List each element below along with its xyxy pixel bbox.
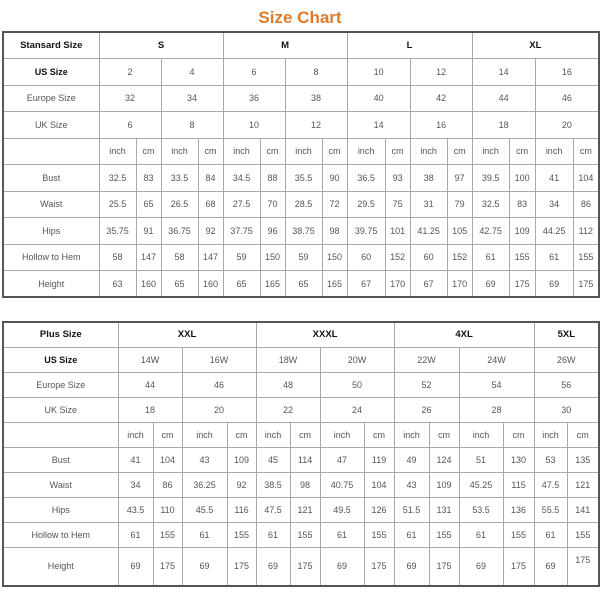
measure-row-height [3,271,599,298]
measure-value: 47 [320,447,364,472]
measure-value: 61 [534,522,567,547]
measure-value: 152 [447,244,472,271]
measure-value: 58 [161,244,198,271]
measure-value: 36.5 [347,165,385,192]
size-group-4xl: 4XL [394,322,534,347]
measure-row-hips [3,497,599,522]
size-cell: 14W [118,347,182,372]
unit-inch: inch [161,138,198,165]
size-cell: 22W [394,347,459,372]
measure-value: 155 [227,522,256,547]
size-cell: 12 [285,112,347,139]
measure-value: 45 [256,447,290,472]
size-cell: 18 [118,397,182,422]
measure-value: 175 [290,547,320,586]
measure-value: 105 [447,218,472,245]
measure-value: 41 [118,447,153,472]
measure-value: 175 [364,547,394,586]
size-cell: 28 [459,397,534,422]
measure-value: 98 [290,472,320,497]
unit-cm: cm [503,422,534,447]
measure-row-bust [3,447,599,472]
measure-value: 97 [447,165,472,192]
measure-value: 100 [509,165,535,192]
measure-value: 96 [260,218,285,245]
measure-value: 47.5 [534,472,567,497]
size-group-row [3,32,599,59]
size-cell: 40 [347,85,410,112]
measure-label: Hollow to Hem [3,522,118,547]
measure-value: 155 [429,522,459,547]
plus-size-table [2,321,600,587]
measure-value: 124 [429,447,459,472]
size-cell: 46 [535,85,599,112]
size-group-m: M [223,32,347,59]
measure-label: Hollow to Hem [3,244,99,271]
size-cell: 24 [320,397,394,422]
measure-value: 65 [136,191,161,218]
measure-value: 61 [394,522,429,547]
measure-value: 115 [503,472,534,497]
measure-value: 69 [118,547,153,586]
measure-value: 104 [153,447,182,472]
measure-value: 38.75 [285,218,322,245]
measure-value: 26.5 [161,191,198,218]
measure-value: 88 [260,165,285,192]
measure-value: 130 [503,447,534,472]
unit-inch: inch [320,422,364,447]
unit-inch: inch [459,422,503,447]
measure-value: 29.5 [347,191,385,218]
measure-value: 43 [182,447,227,472]
measure-value: 41 [535,165,573,192]
measure-value: 170 [447,271,472,298]
measure-value: 93 [385,165,410,192]
measure-value: 49 [394,447,429,472]
measure-value: 61 [472,244,509,271]
measure-value: 175 [509,271,535,298]
measure-value: 60 [410,244,447,271]
unit-inch: inch [223,138,260,165]
measure-value: 175 [153,547,182,586]
size-cell: 24W [459,347,534,372]
measure-value: 109 [227,447,256,472]
measure-value: 61 [535,244,573,271]
measure-value: 67 [410,271,447,298]
size-cell: 36 [223,85,285,112]
measure-value: 47.5 [256,497,290,522]
measure-value: 141 [567,497,599,522]
unit-cm: cm [573,138,599,165]
table-header-label: Plus Size [3,322,118,347]
measure-value: 38.5 [256,472,290,497]
unit-cm: cm [322,138,347,165]
measure-value: 160 [198,271,223,298]
page-title: Size Chart [258,8,342,27]
measure-value: 126 [364,497,394,522]
us-size-row-label: US Size [3,59,99,86]
size-cell: 30 [534,397,599,422]
measure-value: 60 [347,244,385,271]
size-group-xxxl: XXXL [256,322,394,347]
measure-value: 92 [198,218,223,245]
measure-value: 152 [385,244,410,271]
measure-value: 69 [394,547,429,586]
measure-value: 28.5 [285,191,322,218]
measure-value: 40.75 [320,472,364,497]
measure-value: 34 [535,191,573,218]
measure-value: 68 [198,191,223,218]
size-cell: 16W [182,347,256,372]
unit-inch: inch [256,422,290,447]
measure-value: 34.5 [223,165,260,192]
measure-value: 69 [256,547,290,586]
measure-value: 165 [260,271,285,298]
uk-size-row-label: UK Size [3,397,118,422]
measure-value: 31 [410,191,447,218]
measure-value: 112 [573,218,599,245]
measure-value: 104 [364,472,394,497]
measure-value: 45.5 [182,497,227,522]
measure-value: 36.75 [161,218,198,245]
measure-value: 39.5 [472,165,509,192]
measure-value: 150 [322,244,347,271]
measure-value: 25.5 [99,191,136,218]
measure-value: 69 [320,547,364,586]
size-cell: 44 [118,372,182,397]
measure-value: 65 [285,271,322,298]
measure-value: 36.25 [182,472,227,497]
measure-label: Waist [3,472,118,497]
measure-value: 91 [136,218,161,245]
measure-value [567,547,599,586]
unit-cm: cm [198,138,223,165]
europe-size-row [3,85,599,112]
measure-value: 101 [385,218,410,245]
size-cell: 16 [535,59,599,86]
unit-cm: cm [567,422,599,447]
size-group-row [3,322,599,347]
measure-value: 65 [223,271,260,298]
measure-value: 51.5 [394,497,429,522]
measure-value: 63 [99,271,136,298]
measure-value: 83 [509,191,535,218]
measure-value: 155 [364,522,394,547]
unit-inch: inch [182,422,227,447]
measure-value: 55.5 [534,497,567,522]
size-cell: 10 [347,59,410,86]
size-cell: 20 [535,112,599,139]
measure-value: 175 [429,547,459,586]
measure-value: 69 [535,271,573,298]
measure-label: Bust [3,165,99,192]
measure-value: 114 [290,447,320,472]
size-cell: 2 [99,59,161,86]
us-size-row-label: US Size [3,347,118,372]
measure-value: 43 [394,472,429,497]
measure-value: 61 [320,522,364,547]
measure-value: 61 [182,522,227,547]
measure-value: 92 [227,472,256,497]
measure-value: 34 [118,472,153,497]
unit-inch: inch [534,422,567,447]
measure-value: 67 [347,271,385,298]
measure-value: 49.5 [320,497,364,522]
measure-row-hollow-to-hem [3,522,599,547]
uk-size-row [3,397,599,422]
measure-value: 155 [503,522,534,547]
measure-row-hips [3,218,599,245]
measure-value: 86 [573,191,599,218]
size-cell: 10 [223,112,285,139]
size-cell: 48 [256,372,320,397]
unit-inch: inch [285,138,322,165]
measure-value: 59 [285,244,322,271]
size-cell: 50 [320,372,394,397]
unit-inch: inch [347,138,385,165]
table-header-label: Stansard Size [3,32,99,59]
measure-value: 110 [153,497,182,522]
unit-row [3,138,599,165]
measure-value: 119 [364,447,394,472]
measure-value: 84 [198,165,223,192]
standard-size-table [2,31,600,298]
unit-row-blank [3,422,118,447]
unit-cm: cm [227,422,256,447]
measure-value: 43.5 [118,497,153,522]
measure-value-text: 175 [575,555,591,566]
measure-value: 53 [534,447,567,472]
measure-value: 70 [260,191,285,218]
measure-value: 27.5 [223,191,260,218]
measure-label: Height [3,547,118,586]
measure-value: 104 [573,165,599,192]
measure-value: 69 [182,547,227,586]
measure-value: 109 [429,472,459,497]
measure-label: Bust [3,447,118,472]
measure-value: 79 [447,191,472,218]
measure-value: 61 [118,522,153,547]
unit-cm: cm [290,422,320,447]
unit-row-blank [3,138,99,165]
size-cell: 6 [99,112,161,139]
measure-value: 175 [573,271,599,298]
measure-value: 42.75 [472,218,509,245]
measure-value: 170 [385,271,410,298]
size-cell: 14 [472,59,535,86]
size-cell: 20 [182,397,256,422]
measure-label: Hips [3,218,99,245]
measure-value: 65 [161,271,198,298]
measure-value: 58 [99,244,136,271]
measure-value: 61 [256,522,290,547]
unit-cm: cm [260,138,285,165]
measure-value: 72 [322,191,347,218]
size-cell: 14 [347,112,410,139]
measure-value: 69 [472,271,509,298]
us-size-row [3,59,599,86]
unit-cm: cm [509,138,535,165]
size-group-xl: XL [472,32,599,59]
measure-label: Waist [3,191,99,218]
measure-value: 98 [322,218,347,245]
measure-value: 155 [567,522,599,547]
unit-inch: inch [99,138,136,165]
measure-value: 136 [503,497,534,522]
size-cell: 56 [534,372,599,397]
uk-size-row [3,112,599,139]
measure-value: 175 [503,547,534,586]
measure-value: 155 [290,522,320,547]
measure-value: 39.75 [347,218,385,245]
unit-inch: inch [394,422,429,447]
europe-size-row-label: Europe Size [3,372,118,397]
measure-value: 90 [322,165,347,192]
measure-value: 69 [534,547,567,586]
size-cell: 16 [410,112,472,139]
size-cell: 22 [256,397,320,422]
size-cell: 34 [161,85,223,112]
measure-label: Hips [3,497,118,522]
size-cell: 38 [285,85,347,112]
measure-value: 75 [385,191,410,218]
size-cell: 54 [459,372,534,397]
size-cell: 52 [394,372,459,397]
measure-row-bust [3,165,599,192]
measure-value: 109 [509,218,535,245]
measure-value: 35.75 [99,218,136,245]
uk-size-row-label: UK Size [3,112,99,139]
unit-inch: inch [535,138,573,165]
unit-cm: cm [136,138,161,165]
size-cell: 26W [534,347,599,372]
unit-row [3,422,599,447]
measure-value: 38 [410,165,447,192]
measure-value: 121 [567,472,599,497]
europe-size-row-label: Europe Size [3,85,99,112]
unit-cm: cm [447,138,472,165]
size-cell: 18 [472,112,535,139]
unit-cm: cm [429,422,459,447]
measure-value: 116 [227,497,256,522]
size-cell: 8 [161,112,223,139]
size-cell: 12 [410,59,472,86]
measure-value: 33.5 [161,165,198,192]
size-cell: 6 [223,59,285,86]
measure-value: 121 [290,497,320,522]
measure-value: 86 [153,472,182,497]
measure-value: 155 [509,244,535,271]
measure-value: 61 [459,522,503,547]
size-cell: 8 [285,59,347,86]
size-group-5xl: 5XL [534,322,599,347]
measure-value: 35.5 [285,165,322,192]
measure-value: 41.25 [410,218,447,245]
us-size-row [3,347,599,372]
size-cell: 44 [472,85,535,112]
europe-size-row [3,372,599,397]
measure-value: 37.75 [223,218,260,245]
measure-value: 175 [227,547,256,586]
measure-value: 165 [322,271,347,298]
size-cell: 32 [99,85,161,112]
measure-value: 32.5 [472,191,509,218]
measure-value: 147 [198,244,223,271]
measure-value: 53.5 [459,497,503,522]
measure-value: 44.25 [535,218,573,245]
measure-row-height [3,547,599,586]
unit-cm: cm [153,422,182,447]
unit-inch: inch [118,422,153,447]
unit-inch: inch [410,138,447,165]
size-cell: 26 [394,397,459,422]
measure-label: Height [3,271,99,298]
measure-value: 155 [153,522,182,547]
measure-row-waist [3,472,599,497]
measure-value: 160 [136,271,161,298]
measure-value: 32.5 [99,165,136,192]
size-cell: 18W [256,347,320,372]
measure-value: 51 [459,447,503,472]
size-cell: 4 [161,59,223,86]
measure-value: 131 [429,497,459,522]
size-group-s: S [99,32,223,59]
measure-value: 69 [459,547,503,586]
unit-cm: cm [385,138,410,165]
measure-row-waist [3,191,599,218]
unit-cm: cm [364,422,394,447]
measure-value: 150 [260,244,285,271]
size-group-l: L [347,32,472,59]
size-cell: 42 [410,85,472,112]
measure-row-hollow-to-hem [3,244,599,271]
measure-value: 147 [136,244,161,271]
unit-inch: inch [472,138,509,165]
measure-value: 59 [223,244,260,271]
measure-value: 155 [573,244,599,271]
measure-value: 45.25 [459,472,503,497]
size-cell: 20W [320,347,394,372]
measure-value: 83 [136,165,161,192]
measure-value: 135 [567,447,599,472]
size-group-xxl: XXL [118,322,256,347]
size-cell: 46 [182,372,256,397]
